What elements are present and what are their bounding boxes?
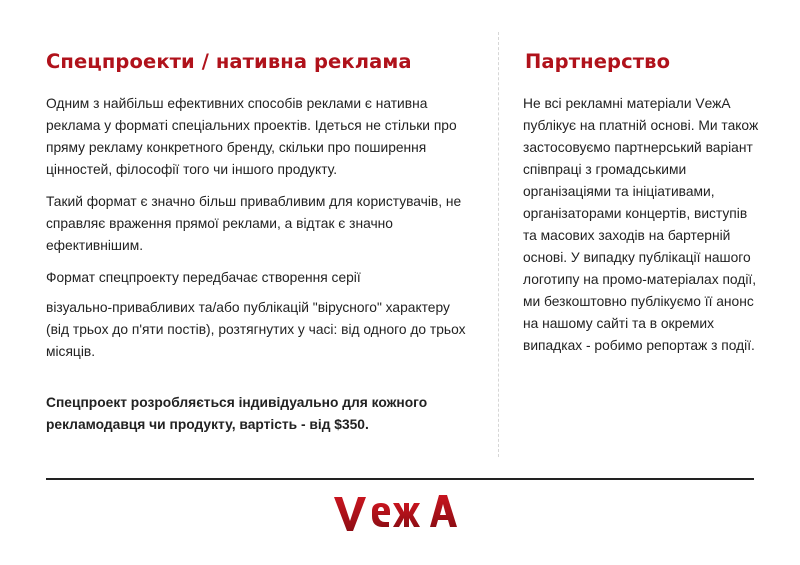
native-ads-paragraph-2: Такий формат є значно більш привабливим для користувачів, не справляє враження прямої реклами, а відтак є значно ефективнішим.	[46, 194, 462, 253]
vezha-logo	[330, 489, 470, 535]
native-ads-title: Спецпроекти / нативна реклама	[46, 50, 412, 73]
native-ads-section	[46, 50, 466, 436]
partnership-paragraph: Не всі рекламні матеріали VежА публікує на платній основі. Ми також застосовуємо партнерський варіант співпраці з громадськими організаціями та ініціативами, організаторами концертів, виступів та масових заходів на бартерній основі. У випадку публікації нашого логотипу на промо-матеріалах події, ми безкоштовно публікуємо її анонс на нашому сайті та в окремих випадках - робимо репортаж з події.	[523, 96, 759, 353]
column-divider	[498, 32, 499, 457]
footer-divider	[46, 478, 754, 480]
native-ads-paragraph-3: Формат спецпроекту передбачає створення серії	[46, 270, 361, 285]
partnership-section	[523, 50, 763, 357]
partnership-title: Партнерство	[525, 50, 671, 73]
native-ads-price-note: Спецпроект розробляється індивідуально для кожного рекламодавця чи продукту, вартість - від $350.	[46, 395, 428, 432]
native-ads-paragraph-1: Одним з найбільш ефективних способів реклами є нативна реклама у форматі спеціальних проектів. Ідеться не стільки про пряму рекламу конкретного бренду, скільки про поширення цінностей, філософії того чи іншого продукту.	[46, 96, 457, 177]
native-ads-paragraph-4: візуально-привабливих та/або публікацій "вірусного" характеру (від трьох до п'яти постів), розтягнутих у часі: від одного до трьох місяців.	[46, 300, 466, 359]
